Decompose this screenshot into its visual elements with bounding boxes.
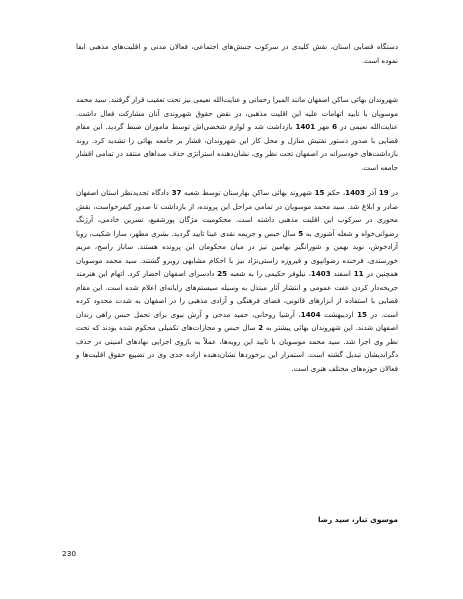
bold-figure: 15 xyxy=(357,309,367,319)
text-run: سال حبس و جریمه نقدی عینا تایید گردید. بشری مطهر، سارا شکیب، رویا آزادخوش، نوید بهمن و شورانگیز بهامین نیز در میان محکومان این پرونده هستند. ساناز راسخ، مریم خورسندی، فرخنده رضوانپوی و فیروزه راستی‌نژاد نیز با احکام مشابهی روبرو گشتند. سید محمد موسویان همچنین در xyxy=(76,228,398,278)
paragraph-sentences xyxy=(76,186,398,375)
bold-figure: 2 xyxy=(258,323,264,332)
paragraph-intro xyxy=(76,40,398,67)
text-run: بازداشت شد و لوازم شخصی‌اش توسط ماموران ضبط گردید. این مقام قضایی با صدور دستور تفتیش منازل و محل کار این شهروندان، فشار بر جامعه بهائی را تشدید کرد. روند بازداشت‌های خودسرانه در اصفهان تحت نظر وی، نشان‌دهنده استراتژی حذف صداهای منتقد در تمامی اقشار جامعه است. xyxy=(76,122,398,172)
text-run: اسفند xyxy=(330,269,354,278)
text-run: دادسرای اصفهان احضار کرد. اتهام این هنرمند جریحه‌دار کردن عفت عمومی و انتشار آثار مبتذل به وسیله سیستم‌های رایانه‌ای اعلام شده است. این مقام قضایی با استفاده از ابزارهای قانونی، فضای فرهنگی و آزادی مذهبی را در اصفهان به شدت محدود کرده است. در xyxy=(76,269,398,319)
text-run: سال حبس و مجازات‌های تکمیلی محکوم شده بودند که تحت نظر وی اجرا شد. سید محمد موسویان با تایید این رویه‌ها، عملاً به بازوی اجرایی نهادهای امنیتی در حذف دگراندیشان تبدیل گشته است. استمرار این برخوردها نشان‌دهنده اراده جدی وی در تضییع حقوق اقلیت‌ها و فعالان حوزه‌های مختلف هنری است. xyxy=(76,323,398,373)
bold-figure: 1403 xyxy=(345,188,365,197)
bold-figure: 5 xyxy=(298,228,304,238)
text-run: مهر xyxy=(315,122,333,131)
paragraph-bahai-arrests xyxy=(76,93,398,174)
page-number: 230 xyxy=(62,549,77,558)
bold-figure: 1401 xyxy=(295,122,316,131)
text-run: در xyxy=(388,188,398,197)
text-run: آذر xyxy=(364,188,379,197)
text-run: دستگاه قضایی استان، نقش کلیدی در سرکوب جنبش‌های اجتماعی، فعالان مدنی و اقلیت‌های مذهبی ایفا نموده است. xyxy=(76,42,398,65)
bold-figure: 19 xyxy=(378,188,389,197)
bold-figure: 37 xyxy=(171,188,182,197)
bold-figure: 15 xyxy=(314,188,325,197)
text-run: ، آرشیا روحانی، حمید مدحی و آرش نیوی برای تحمل حبس راهی زندان اصفهان شدند. این شهروندان بهائی پیشتر به xyxy=(76,309,398,332)
bold-figure: 25 xyxy=(217,269,228,278)
bold-figure: 1404 xyxy=(300,309,321,319)
text-run: ، نیلوفر حکیمی را به شعبه xyxy=(227,269,311,278)
text-run: دادگاه تجدیدنظر استان اصفهان صادر و ابلاغ شد. سید محمد موسویان در تمامی مراحل این پرونده، از بازداشت تا صدور کیفرخواست، نقش محوری در سرکوب این اقلیت مذهبی داشته است. محکومیت مژگان پورشفیع، نسرین خادمی، آرژنگ رضوانی‌خواه و شعله آشوری به xyxy=(76,188,398,238)
bold-figure: 6 xyxy=(332,122,338,131)
bold-figure: 11 xyxy=(353,269,364,278)
text-run: شهروندان بهائی ساکن اصفهان مانند المیرا رحمانی و عنایت‌الله نعیمی نیز تحت تعقیب قرار گرفتند. سید محمد موسویان با تایید اتهامات علیه این اقلیت مذهبی، در نقض حقوق شهروندی آنان مشارکت فعال داشت. عنایت‌الله نعیمی در xyxy=(76,95,398,131)
author-name: موسوی تبار، سید رضا xyxy=(318,515,398,524)
text-run: شهروند بهائی ساکن بهارستان توسط شعبه xyxy=(181,188,315,197)
text-run: ، حکم xyxy=(324,188,346,197)
bold-figure: 1403 xyxy=(310,269,331,278)
text-run: اردیبهشت xyxy=(320,309,358,319)
